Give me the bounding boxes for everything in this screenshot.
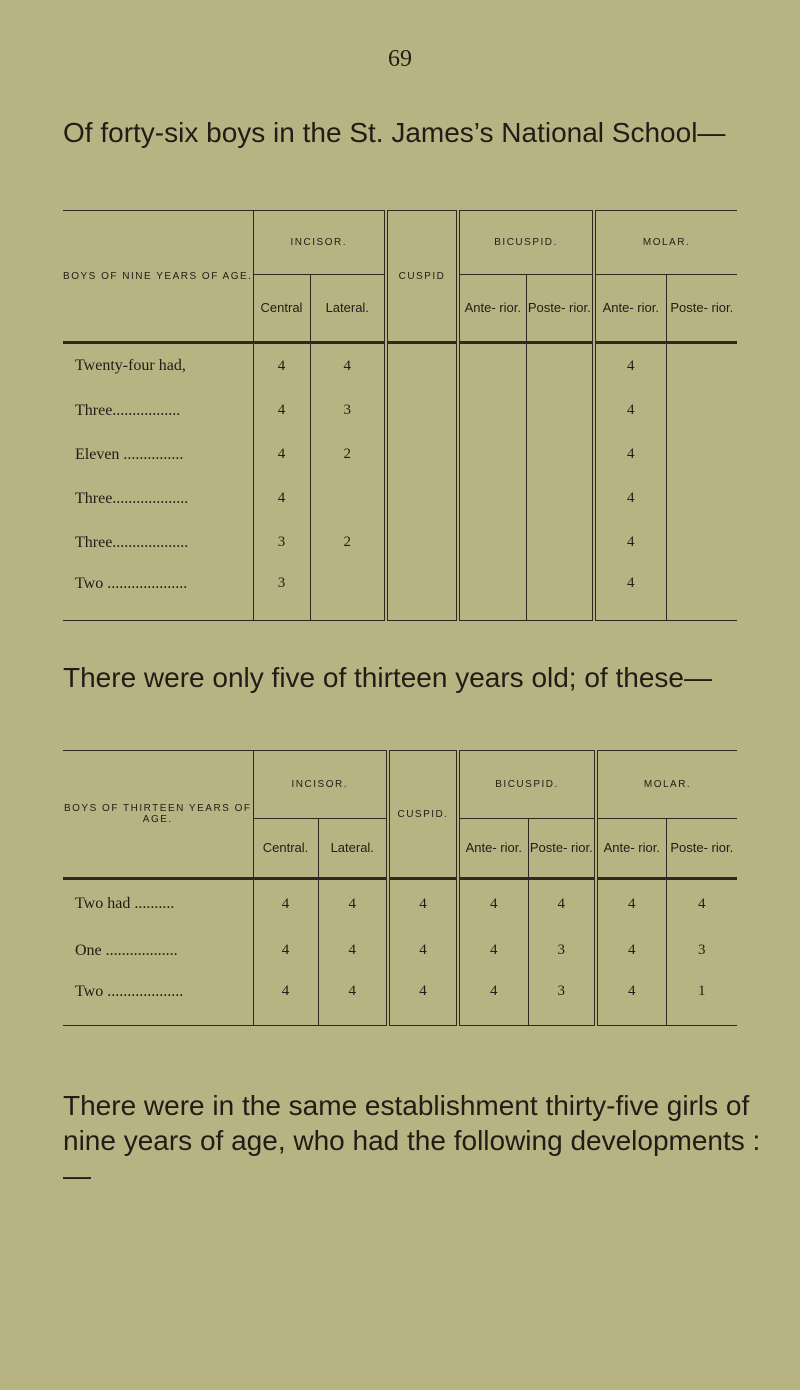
- row-label: Three.................: [75, 401, 181, 419]
- cuspid-value: [386, 343, 458, 389]
- molar-header: MOLAR.: [594, 211, 737, 275]
- molar-posterior-value: [666, 389, 737, 433]
- lateral-value: 2: [310, 521, 386, 565]
- incisor-header: INCISOR.: [253, 211, 386, 275]
- bicuspid-posterior-value: [526, 565, 594, 621]
- intro-paragraph: Of forty-six boys in the St. James’s National School—: [63, 117, 726, 148]
- bicuspid-anterior-value: [458, 477, 526, 521]
- lateral-value: 3: [310, 389, 386, 433]
- bicuspid-header: BICUSPID.: [458, 751, 596, 819]
- cuspid-value: [386, 433, 458, 477]
- lateral-value: 4: [318, 929, 388, 973]
- molar-anterior-value: 4: [594, 433, 666, 477]
- group-header: BOYS OF THIRTEEN YEARS OF AGE.: [63, 751, 253, 879]
- bicuspid-posterior-value: 3: [528, 973, 596, 1026]
- cuspid-value: [386, 565, 458, 621]
- bicuspid-posterior-header: Poste- rior.: [526, 275, 594, 343]
- bicuspid-posterior-value: [526, 477, 594, 521]
- cuspid-value: [386, 521, 458, 565]
- molar-posterior-value: [666, 521, 737, 565]
- table-row: [63, 929, 737, 973]
- cuspid-header: CUSPID.: [388, 751, 458, 879]
- central-value: 4: [253, 929, 318, 973]
- central-header: Central: [253, 275, 310, 343]
- nine-year-boys-table: [63, 210, 737, 621]
- central-value: 3: [253, 565, 310, 621]
- molar-posterior-value: 4: [666, 879, 737, 929]
- bicuspid-anterior-value: 4: [458, 973, 528, 1026]
- bicuspid-anterior-value: 4: [458, 879, 528, 929]
- bicuspid-posterior-value: [526, 521, 594, 565]
- central-value: 4: [253, 879, 318, 929]
- bicuspid-anterior-header: Ante- rior.: [458, 275, 526, 343]
- bicuspid-anterior-value: [458, 565, 526, 621]
- table-row: [63, 477, 737, 521]
- cuspid-value: 4: [388, 879, 458, 929]
- molar-anterior-value: 4: [594, 477, 666, 521]
- cuspid-value: 4: [388, 973, 458, 1026]
- molar-posterior-header: Poste- rior.: [666, 819, 737, 879]
- molar-posterior-value: 1: [666, 973, 737, 1026]
- lateral-value: 4: [318, 879, 388, 929]
- thirteen-year-boys-table: [63, 750, 737, 1026]
- bicuspid-anterior-value: 4: [458, 929, 528, 973]
- bicuspid-anterior-value: [458, 343, 526, 389]
- row-label: Two had ..........: [75, 895, 175, 913]
- central-header: Central.: [253, 819, 318, 879]
- bicuspid-posterior-value: [526, 389, 594, 433]
- bicuspid-anterior-value: [458, 521, 526, 565]
- table-row: [63, 565, 737, 621]
- row-label: Two ...................: [63, 973, 253, 1026]
- molar-posterior-header: Poste- rior.: [666, 275, 737, 343]
- molar-anterior-value: 4: [594, 565, 666, 621]
- page-number: 69: [388, 46, 412, 72]
- bicuspid-anterior-value: [458, 389, 526, 433]
- bicuspid-posterior-value: [526, 433, 594, 477]
- bicuspid-anterior-value: [458, 433, 526, 477]
- cuspid-value: [386, 389, 458, 433]
- cuspid-value: 4: [388, 929, 458, 973]
- group-header: BOYS OF NINE YEARS OF AGE.: [63, 211, 253, 343]
- thirteen-year-paragraph: There were only five of thirteen years old; of these—: [63, 662, 712, 693]
- cuspid-value: [386, 477, 458, 521]
- molar-anterior-header: Ante- rior.: [596, 819, 666, 879]
- central-value: 3: [253, 521, 310, 565]
- row-label: Twenty-four had,: [75, 357, 186, 375]
- molar-header: MOLAR.: [596, 751, 737, 819]
- table-row: [63, 389, 737, 433]
- molar-anterior-value: 4: [594, 521, 666, 565]
- row-label: Two ....................: [63, 565, 253, 621]
- molar-posterior-value: 3: [666, 929, 737, 973]
- central-value: 4: [253, 973, 318, 1026]
- molar-anterior-value: 4: [594, 343, 666, 389]
- lateral-value: 4: [318, 973, 388, 1026]
- table-row: [63, 879, 737, 929]
- lateral-value: [310, 565, 386, 621]
- molar-posterior-value: [666, 477, 737, 521]
- molar-anterior-value: 4: [594, 389, 666, 433]
- row-label: Three...................: [75, 489, 189, 507]
- table-row: [63, 343, 737, 389]
- lateral-header: Lateral.: [318, 819, 388, 879]
- central-value: 4: [253, 389, 310, 433]
- bicuspid-posterior-value: [526, 343, 594, 389]
- central-value: 4: [253, 477, 310, 521]
- bicuspid-posterior-value: 4: [528, 879, 596, 929]
- molar-anterior-value: 4: [596, 929, 666, 973]
- lateral-value: 4: [310, 343, 386, 389]
- bicuspid-posterior-value: 3: [528, 929, 596, 973]
- central-value: 4: [253, 433, 310, 477]
- bicuspid-header: BICUSPID.: [458, 211, 594, 275]
- row-label: One ..................: [75, 941, 178, 959]
- table-row: [63, 521, 737, 565]
- row-label: Three...................: [75, 533, 189, 551]
- row-label: Eleven ...............: [75, 445, 184, 463]
- molar-posterior-value: [666, 433, 737, 477]
- molar-posterior-value: [666, 565, 737, 621]
- lateral-value: [310, 477, 386, 521]
- cuspid-header: CUSPID: [386, 211, 458, 343]
- molar-anterior-value: 4: [596, 879, 666, 929]
- table-row: [63, 433, 737, 477]
- girls-paragraph: There were in the same establishment thirty-five girls of nine years of age, who had the following developments :—: [63, 1090, 761, 1191]
- molar-anterior-header: Ante- rior.: [594, 275, 666, 343]
- table-row: [63, 973, 737, 1026]
- bicuspid-posterior-header: Poste- rior.: [528, 819, 596, 879]
- molar-posterior-value: [666, 343, 737, 389]
- central-value: 4: [253, 343, 310, 389]
- bicuspid-anterior-header: Ante- rior.: [458, 819, 528, 879]
- molar-anterior-value: 4: [596, 973, 666, 1026]
- lateral-header: Lateral.: [310, 275, 386, 343]
- incisor-header: INCISOR.: [253, 751, 388, 819]
- lateral-value: 2: [310, 433, 386, 477]
